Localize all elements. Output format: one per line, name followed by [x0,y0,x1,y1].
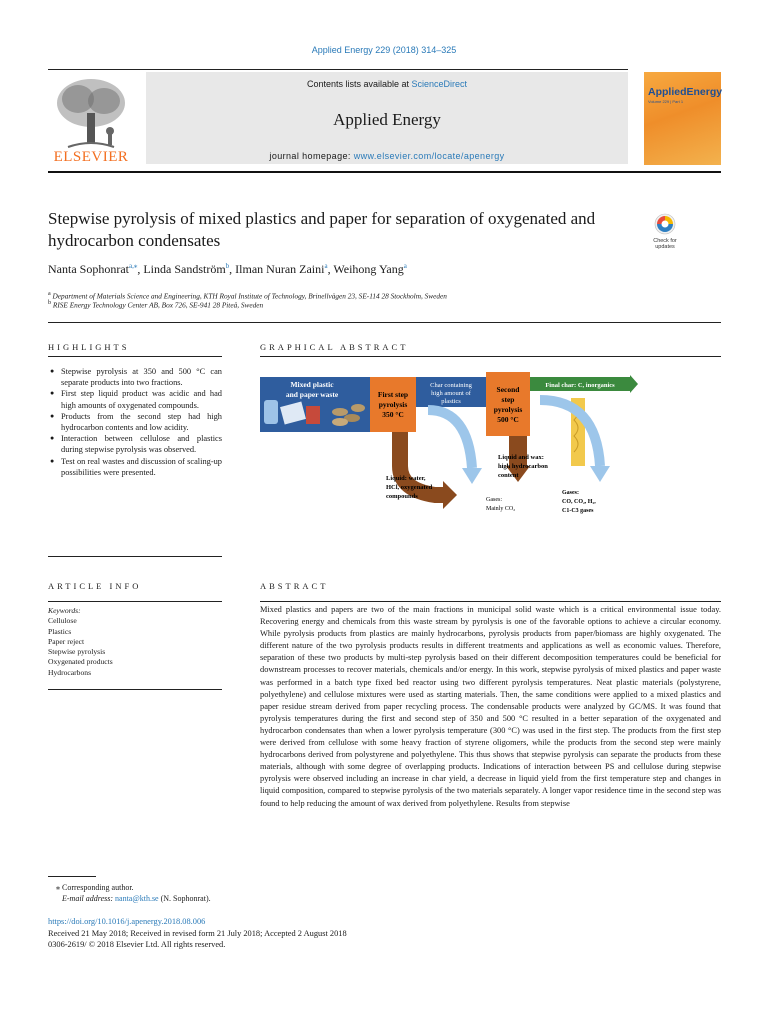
list-item: ● Stepwise pyrolysis at 350 and 500 °C can separate products into two fractions. [48,366,222,388]
divider [48,556,222,557]
keyword: Plastics [48,626,72,636]
divider [48,356,222,357]
abstract-heading: ABSTRACT [260,581,329,591]
copyright-line: 0306-2619/ © 2018 Elsevier Ltd. All rights reserved. [48,940,226,950]
email-suffix: (N. Sophonrat). [158,894,211,903]
author-sup[interactable]: b [225,262,230,270]
doi-link[interactable]: https://doi.org/10.1016/j.apenergy.2018.08.006 [48,917,206,926]
footnote-rule [48,876,96,877]
divider [48,601,222,602]
homepage-link[interactable]: www.elsevier.com/locate/apenergy [353,151,505,161]
svg-text:First step: First step [377,390,409,399]
author-name[interactable]: Linda Sandström [143,262,226,276]
svg-text:compounds: compounds [386,493,418,500]
email-label: E-mail address: [62,894,116,903]
author-name[interactable]: Weihong Yang [333,262,404,276]
graphical-abstract-heading: GRAPHICAL ABSTRACT [260,342,409,352]
svg-text:350 °C: 350 °C [382,410,404,419]
svg-text:updates: updates [655,244,675,250]
corresponding-author-note: ⁎ Corresponding author. [56,883,134,892]
keyword: Oxygenated products [48,657,113,667]
svg-text:Gases:: Gases: [486,497,502,503]
article-footer [48,916,347,951]
cover-subtitle: Volume 229 | Part 1 [648,99,684,104]
svg-text:HCl, oxygenated: HCl, oxygenated [386,484,433,491]
svg-text:high amount of: high amount of [431,390,471,397]
header-top-rule [48,69,628,70]
list-item: ● First step liquid product was acidic and had high amounts of oxygenated compounds. [48,388,222,410]
svg-text:Mixed plastic: Mixed plastic [290,380,334,389]
svg-text:Mainly CO₂: Mainly CO₂ [486,506,516,512]
svg-text:Second: Second [496,385,520,394]
affiliation-b: $^b$ RISE Energy Technology Center AB, Box 726, SE-941 28 Piteå, Sweden [48,300,264,310]
list-item: ● Test on real wastes and discussion of scaling-up possibilities were presented. [48,456,222,478]
abstract-text: Mixed plastics and papers are two of the main fractions in municipal solid waste which is a critical environmental issue today. Recovering energy and chemicals from this waste stream by pyrolysis is one of the favorable options to achieve a circular economy. While pyrolysis products from plastics are mainly hydrocarbons, pyrolysis products from paper/biomass are highly oxygenated. The different nature of the two pyrolysis products results in different treatments and applications as well as economic values. Therefore, separation of these two products by multi-step pyrolysis based on their different decomposition temperatures could be beneficial for downstream processes to recover materials, chemicals and/or energy. In this work, stepwise pyrolysis of mixed plastics and paper waste was performed in a batch type fixed bed reactor using two different pyrolysis temperatures. Neat plastic materials (polystyrene, polyethylene) and cellulose mixtures were used as starting materials. Then, the same conditions were applied to a mixed plastics and paper residue stream derived from paper recycling process. The condensable products were analyzed by GC/MS. It was found that pyrolysis temperatures during the first and second step of 350 and 500 °C resulted in a better separation of the oxygenated and hydrocarbon condensates than when a lower pyrolysis temperature (300 °C) was used in the first step. The products from the first step were derived from cellulose with some heavy fraction of styrene oligomers, while the products from the second step were mainly hydrocarbons derived from polystyrene and polyethylene. This thus shows that stepwise pyrolysis can separate the products from these materials, although with some degree of overlapping products. Indications of interaction between PS and cellulose during stepwise pyrolysis were observed including an increase in char yield, a decrease in liquid yield from the first temperature step and changes in liquid composition, compared to stepwise pyrolysis of the two materials separately. A longer vapor residence time in the second step was found to help reducing the amount of wax derived from polyethylene. Results from stepwise [260,605,721,808]
svg-text:high hydrocarbon: high hydrocarbon [498,463,548,470]
list-item: ● Products from the second step had high hydrocarbon contents and low acidity. [48,411,222,433]
svg-text:Liquid and wax:: Liquid and wax: [498,454,544,461]
keyword: Hydrocarbons [48,667,92,677]
svg-text:content: content [498,472,519,479]
paper-title: Stepwise pyrolysis of mixed plastics and paper for separation of oxygenated and hydrocarbon condensates [48,209,596,250]
received-dates: Received 21 May 2018; Received in revised form 21 July 2018; Accepted 2 August 2018 [48,928,347,938]
keywords-block [48,606,222,678]
email-link[interactable]: nanta@kth.se [115,894,159,903]
check-for-updates-badge[interactable] [640,212,690,252]
svg-text:Final char: C, inorganics: Final char: C, inorganics [545,382,615,389]
svg-text:500 °C: 500 °C [497,415,519,424]
header-thick-rule [48,171,721,173]
svg-text:step: step [501,395,515,404]
svg-text:Liquid: water,: Liquid: water, [386,475,426,482]
svg-text:Check for: Check for [653,238,677,244]
author-name[interactable]: Nanta Sophonrat [48,262,129,276]
svg-text:CO, CO₂, H₂,: CO, CO₂, H₂, [562,499,596,505]
svg-text:Char containing: Char containing [430,382,472,389]
divider [48,689,222,690]
highlights-list [48,366,222,478]
divider [48,322,721,323]
keyword: Paper reject [48,636,85,646]
svg-text:C1-C3 gases: C1-C3 gases [562,508,594,514]
author-sup[interactable]: a [403,262,407,270]
svg-text:pyrolysis: pyrolysis [493,405,523,414]
highlights-heading: HIGHLIGHTS [48,342,130,352]
author-sup[interactable]: a,⁎ [128,262,138,270]
list-item: ● Interaction between cellulose and plastics during stepwise pyrolysis was observed. [48,433,222,455]
homepage-line: journal homepage: www.elsevier.com/locate/apenergy [269,151,505,161]
graphical-abstract-figure[interactable] [260,370,644,526]
elsevier-wordmark: ELSEVIER [53,149,129,165]
sciencedirect-link[interactable]: ScienceDirect [411,79,468,89]
article-info-heading: ARTICLE INFO [48,581,142,591]
author-list: Nanta Sophonrat$^{a,⁎}$, Linda Sandström$^b$, Ilman Nuran Zaini$^a$, Weihong Yang$^a$ [48,262,407,276]
journal-reference[interactable]: Applied Energy 229 (2018) 314–325 [311,45,457,55]
affiliation-a: $^a$ Department of Materials Science and Engineering, KTH Royal Institute of Technology, Brinellvägen 23, SE-114 28 Stockholm, Sweden [48,291,447,301]
svg-text:Gases:: Gases: [562,490,579,496]
keywords-label: Keywords: [48,606,81,615]
journal-title: Applied Energy [333,110,441,129]
svg-text:plastics: plastics [441,398,461,405]
svg-text:pyrolysis: pyrolysis [378,400,408,409]
keyword: Cellulose [48,616,77,626]
author-sup[interactable]: a [324,262,328,270]
footnote [48,882,211,904]
divider [260,356,721,357]
keyword: Stepwise pyrolysis [48,647,106,657]
divider [260,601,721,602]
author-name[interactable]: Ilman Nuran Zaini [235,262,325,276]
svg-text:and paper waste: and paper waste [285,390,339,399]
cover-title: AppliedEnergy [648,86,723,98]
contents-line: Contents lists available at ScienceDirect [306,79,468,89]
